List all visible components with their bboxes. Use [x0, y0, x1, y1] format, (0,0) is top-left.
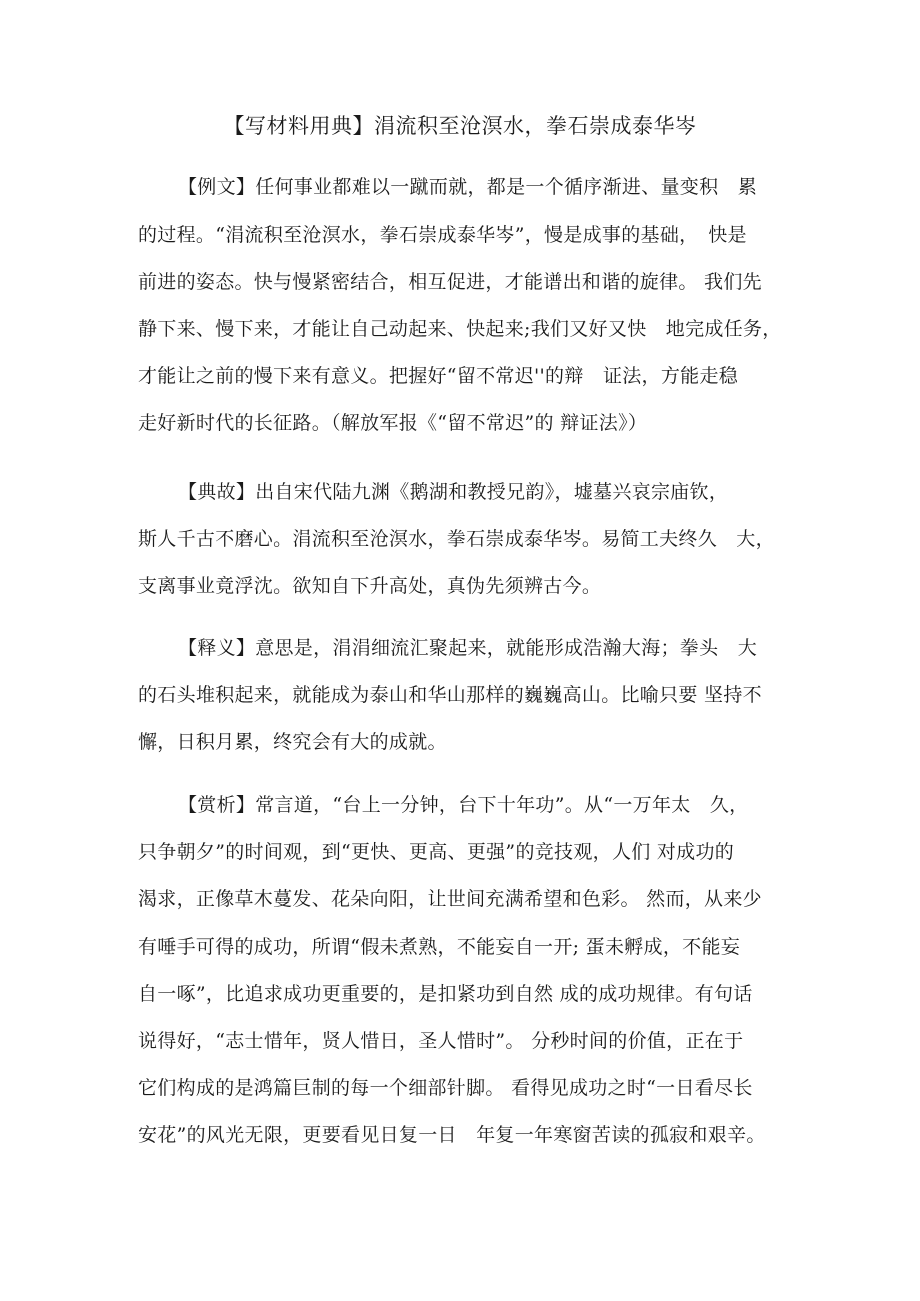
appreciation-line-2: 只争朝夕”的时间观，到“更快、更高、更强”的竞技观，人们 对成功的 — [138, 841, 735, 863]
meaning-line-1: 【释义】意思是，涓涓细流汇聚起来，就能形成浩瀚大海；拳头 大 — [178, 637, 758, 659]
example-line-6: 走好新时代的长征路。（解放军报《“留不常迟”的 辩证法》） — [138, 412, 648, 434]
appreciation-line-6: 说得好，“志士惜年，贤人惜日，圣人惜时”。 分秒时间的价值，正在于 — [138, 1030, 744, 1052]
meaning-line-2: 的石头堆积起来，就能成为泰山和华山那样的巍巍高山。比喻只要 坚持不 — [138, 684, 762, 706]
meaning-line-3: 懈，日积月累，终究会有大的成就。 — [138, 731, 447, 753]
appreciation-line-4: 有唾手可得的成功，所谓“假未煮熟，不能妄自一开; 蛋未孵成，不能妄 — [138, 936, 741, 958]
document-title: 【写材料用典】涓流积至沧溟水，拳石崇成泰华岑 — [223, 114, 697, 138]
appreciation-line-7: 它们构成的是鸿篇巨制的每一个细部针脚。 看得见成功之时“一日看尽长 — [138, 1077, 753, 1099]
example-line-4: 静下来、慢下来，才能让自己动起来、快起来;我们又好又快 地完成任务， — [138, 318, 782, 340]
appreciation-line-8: 安花”的风光无限，更要看见日复一日 年复一年寒窗苦读的孤寂和艰辛。 — [138, 1124, 766, 1146]
appreciation-line-5: 自一啄”，比追求成功更重要的，是扣紧功到自然 成的成功规律。有句话 — [138, 983, 753, 1005]
example-line-2: 的过程。“涓流积至沧溟水，拳石崇成泰华岑”，慢是成事的基础， 快是 — [138, 224, 747, 246]
appreciation-line-3: 渴求，正像草木蔓发、花朵向阳，让世间充满希望和色彩。 然而，从来少 — [138, 888, 762, 910]
allusion-line-1: 【典故】出自宋代陆九渊《鹅湖和教授兄韵》，墟墓兴哀宗庙钦， — [178, 481, 729, 503]
allusion-line-3: 支离事业竟浮沈。欲知自下升高处，真伪先须辨古今。 — [138, 575, 602, 597]
example-line-5: 才能让之前的慢下来有意义。把握好“留不常迟''的辩 证法，方能走稳 — [138, 365, 739, 387]
example-line-3: 前进的姿态。快与慢紧密结合，相互促进，才能谱出和谐的旋律。 我们先 — [138, 271, 762, 293]
allusion-line-2: 斯人千古不磨心。涓流积至沧溟水，拳石崇成泰华岑。易简工夫终久 大， — [138, 528, 775, 550]
appreciation-line-1: 【赏析】常言道，“台上一分钟，台下十年功”。从“一万年太 久， — [178, 794, 749, 816]
example-line-1: 【例文】任何事业都难以一蹴而就，都是一个循序渐进、量变积 累 — [178, 176, 758, 198]
